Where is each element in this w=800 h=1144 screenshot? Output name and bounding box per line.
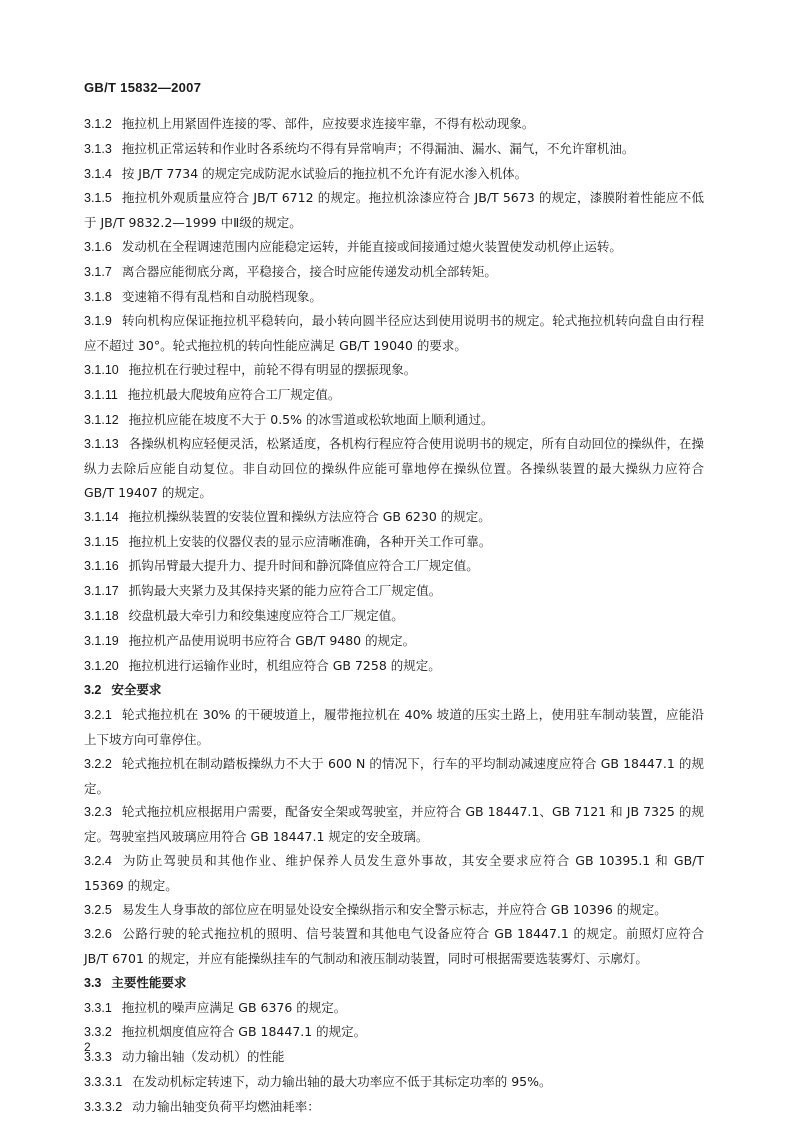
clause-paragraph	[84, 1120, 704, 1144]
clause-text: 拖拉机产品使用说明书应符合 GB/T 9480 的规定。	[128, 632, 416, 648]
section-title: 主要性能要求	[111, 974, 187, 990]
clause-paragraph	[84, 800, 704, 849]
clause-number: 3.1.15	[84, 534, 119, 549]
clause-paragraph	[84, 1020, 704, 1045]
clause-text: 拖拉机的噪声应满足 GB 6376 的规定。	[121, 999, 347, 1015]
clause-number: 3.1.9	[84, 314, 112, 329]
clause-number: 3.3.2	[84, 1025, 112, 1040]
clause-number: 3.3.3.2	[84, 1099, 123, 1114]
clause-text: 拖拉机上用紧固件连接的零、部件，应按要求连接牢靠，不得有松动现象。	[121, 116, 535, 131]
clause-number: 3.1.19	[84, 633, 119, 648]
clause-number: 3.2.2	[84, 756, 112, 771]
clause-text: 转向机构应保证拖拉机平稳转向，最小转向圆半径应达到使用说明书的规定。轮式拖拉机转向盘自由行程应不超过 30°。轮式拖拉机的转向性能应满足 GB/T 19040 的要求。	[84, 313, 704, 354]
clause-number: 3.1.16	[84, 559, 119, 574]
clause-number: 3.1.13	[84, 437, 119, 452]
clause-text: 在发动机标定转速下，动力输出轴的最大功率应不低于其标定功率的 95%。	[132, 1074, 552, 1090]
clause-paragraph	[84, 1045, 704, 1070]
clause-paragraph	[84, 260, 704, 285]
clause-text: 拖拉机正常运转和作业时各系统均不得有异常响声；不得漏油、漏水、漏气，不允许窜机油。	[121, 140, 635, 156]
clause-text: 拖拉机上安装的仪器仪表的显示应清晰准确，各种开关工作可靠。	[128, 533, 492, 549]
clause-text: 动力输出轴变负荷平均燃油耗率：	[132, 1098, 320, 1114]
section-number: 3.2	[84, 683, 102, 698]
clause-text: 动力输出轴（发动机）的性能	[121, 1049, 285, 1065]
clause-text: 拖拉机外观质量应符合 JB/T 6712 的规定。拖拉机涂漆应符合 JB/T 5673 的规定，漆膜附着性能应不低于 JB/T 9832.2—1999 中Ⅱ级的规定。	[84, 190, 704, 231]
clause-text: 绞盘机最大牵引力和绞集速度应符合工厂规定值。	[128, 607, 404, 623]
clause-number: 3.1.6	[84, 239, 112, 254]
clause-number: 3.2.5	[84, 902, 112, 917]
clause-paragraph	[84, 162, 704, 187]
clause-number: 3.1.4	[84, 166, 112, 181]
clause-text: 离合器应能彻底分离，平稳接合，接合时应能传递发动机全部转矩。	[121, 263, 497, 279]
clause-number: 3.3.3	[84, 1050, 112, 1065]
clause-number: 3.1.11	[84, 387, 118, 402]
clause-number: 3.1.7	[84, 264, 112, 279]
clause-number: 3.1.17	[84, 584, 119, 599]
clause-text: 易发生人身事故的部位应在明显处设安全操纵指示和安全警示标志，并应符合 GB 10396 的规定。	[121, 901, 667, 917]
clause-number: 3.1.20	[84, 658, 119, 673]
clause-paragraph	[84, 922, 704, 971]
clause-paragraph	[84, 703, 704, 752]
clause-number: 3.2.3	[84, 805, 112, 820]
clause-text: 轮式拖拉机应根据用户需要，配备安全架或驾驶室，并应符合 GB 18447.1、GB 7121 和 JB 7325 的规定。驾驶室挡风玻璃应用符合 GB 18447.1 规定的安全玻璃。	[84, 804, 704, 845]
clause-paragraph	[84, 898, 704, 923]
clause-number: 3.2.6	[84, 927, 112, 942]
clause-paragraph	[84, 1070, 704, 1095]
clause-paragraph	[84, 1095, 704, 1120]
clause-paragraph	[84, 530, 704, 555]
clause-text: 抓钩最大夹紧力及其保持夹紧的能力应符合工厂规定值。	[128, 583, 442, 599]
clause-text: 各操纵机构应轻便灵活，松紧适度，各机构行程应符合使用说明书的规定，所有自动回位的操纵件，在操纵力去除后应能自动复位。非自动回位的操纵件应能可靠地停在操纵位置。各操纵装置的最大操纵力应符合 GB/T 19407 的规定。	[84, 436, 704, 500]
clause-paragraph	[84, 554, 704, 579]
clause-number: 3.1.8	[84, 289, 112, 304]
clause-text: 公路行驶的轮式拖拉机的照明、信号装置和其他电气设备应符合 GB 18447.1 的规定。前照灯应符合 JB/T 6701 的规定，并应有能操纵挂车的气制动和液压制动装置，同时可根据需要选装雾灯、示廓灯。	[84, 926, 704, 967]
clause-paragraph	[84, 137, 704, 162]
section-title: 安全要求	[111, 682, 162, 698]
clause-text: 拖拉机应能在坡度不大于 0.5% 的冰雪道或松软地面上顺利通过。	[128, 411, 494, 427]
clause-text: 变速箱不得有乱档和自动脱档现象。	[121, 288, 322, 304]
clause-number: 3.1.12	[84, 412, 119, 427]
clause-paragraph	[84, 432, 704, 504]
clause-paragraph	[84, 849, 704, 898]
clause-number: 3.1.2	[84, 117, 112, 131]
section-number: 3.3	[84, 975, 102, 990]
clause-text: 轮式拖拉机在制动踏板操纵力不大于 600 N 的情况下，行车的平均制动减速度应符合 GB 18447.1 的规定。	[84, 755, 704, 796]
page-number: 2	[84, 1040, 91, 1054]
clause-paragraph	[84, 309, 704, 358]
clause-paragraph	[84, 186, 704, 235]
clause-text: 拖拉机在行驶过程中，前轮不得有明显的摆振现象。	[128, 361, 417, 377]
clause-text: 拖拉机最大爬坡角应符合工厂规定值。	[127, 386, 341, 402]
clause-number: 3.1.10	[84, 362, 119, 377]
clause-number: 3.2.1	[84, 708, 112, 723]
clause-paragraph	[84, 358, 704, 383]
clause-number: 3.3.3.1	[84, 1075, 123, 1090]
clause-paragraph	[84, 235, 704, 260]
clause-paragraph	[84, 383, 704, 408]
clause-number: 3.1.14	[84, 509, 119, 524]
clause-text: 轮式拖拉机在 30% 的干硬坡道上，履带拖拉机在 40% 坡道的压实土路上，使用驻车制动装置，应能沿上下坡方向可靠停住。	[84, 707, 704, 747]
clause-text: 拖拉机烟度值应符合 GB 18447.1 的规定。	[121, 1024, 367, 1040]
clause-number: 3.3.1	[84, 1000, 112, 1015]
clause-paragraph	[84, 752, 704, 801]
clause-number: 3.1.3	[84, 141, 112, 156]
clause-text: 发动机在全程调速范围内应能稳定运转，并能直接或间接通过熄火装置使发动机停止运转。	[121, 238, 622, 254]
clause-paragraph	[84, 996, 704, 1021]
section-heading	[84, 678, 704, 703]
clause-paragraph	[84, 112, 704, 137]
clause-text: 为防止驾驶员和其他作业、维护保养人员发生意外事故，其安全要求应符合 GB 10395.1 和 GB/T 15369 的规定。	[84, 852, 704, 893]
clause-paragraph	[84, 408, 704, 433]
clause-paragraph	[84, 604, 704, 629]
clause-paragraph	[84, 579, 704, 604]
clause-number: 3.2.4	[84, 853, 112, 868]
clause-text: 拖拉机进行运输作业时，机组应符合 GB 7258 的规定。	[128, 657, 441, 673]
clause-text: 拖拉机操纵装置的安装位置和操纵方法应符合 GB 6230 的规定。	[128, 508, 491, 524]
clause-text: 按 JB/T 7734 的规定完成防泥水试验后的拖拉机不允许有泥水渗入机体。	[121, 165, 528, 181]
clause-paragraph	[84, 629, 704, 654]
document-body	[84, 112, 704, 1144]
section-heading	[84, 971, 704, 996]
standard-code-header: GB/T 15832—2007	[84, 80, 202, 95]
clause-paragraph	[84, 505, 704, 530]
clause-number: 3.1.18	[84, 608, 119, 623]
clause-number: 3.1.5	[84, 191, 112, 206]
clause-text: 抓钩吊臂最大提升力、提升时间和静沉降值应符合工厂规定值。	[128, 558, 479, 574]
clause-paragraph	[84, 654, 704, 679]
clause-paragraph	[84, 285, 704, 310]
